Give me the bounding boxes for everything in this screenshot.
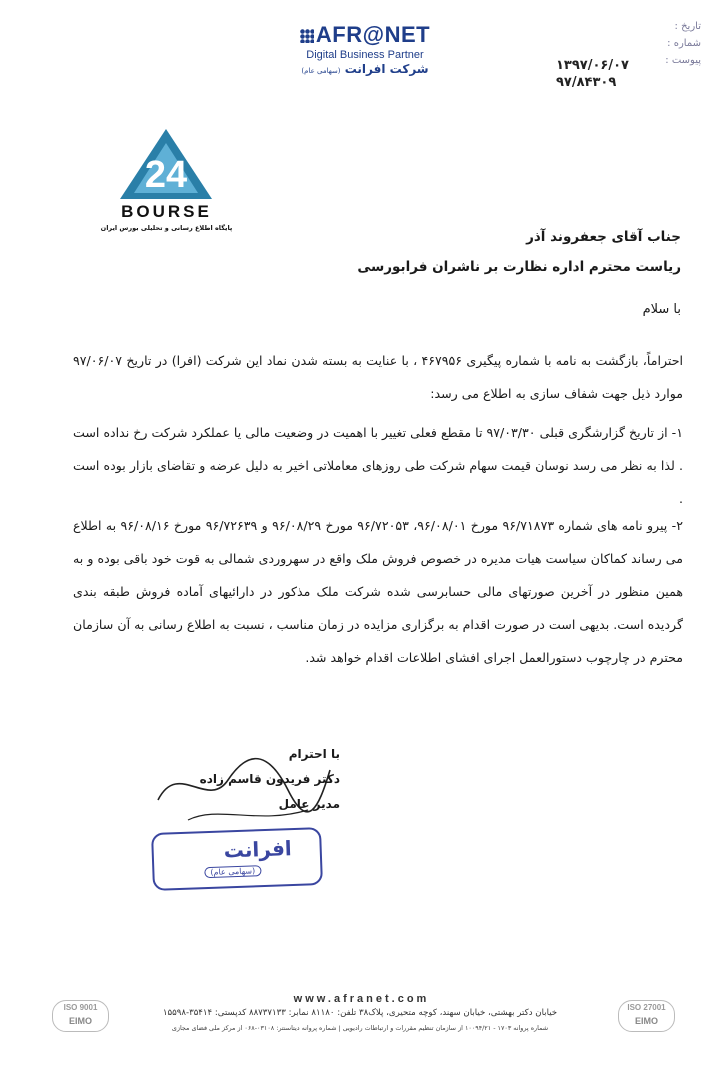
meta-values <box>556 57 629 91</box>
website-link[interactable]: www.afranet.com <box>293 993 430 1005</box>
closing: با احترام <box>288 747 340 761</box>
meta-number: ۹۷/۸۴۳۰۹ <box>556 75 617 90</box>
iso-right-title: ISO 27001 <box>627 1003 666 1012</box>
brand-fa-small: (سهامی عام) <box>301 67 341 75</box>
meta-label-attach: پیوست : <box>665 55 701 66</box>
brand-persian <box>270 62 460 76</box>
meta-label-number: شماره : <box>667 38 701 49</box>
stamp-sub: (سهامی عام) <box>204 865 261 878</box>
greeting: با سلام <box>642 302 681 317</box>
recipient-name: جناب آقای جعفروند آذر <box>526 229 681 245</box>
paragraph-item-1: ۱- از تاریخ گزارشگری قبلی ۹۷/۰۳/۳۰ تا مقطع فعلی تغییر با اهمیت در وضعیت مالی یا عملکرد شرکت رخ نداده است . لذا به نظر می رسد نوسان قیمت سهام شرکت طی روزهای معاملاتی اخیر به دلیل عرضه و تقاضای بازار بوده است . <box>73 425 683 506</box>
footer-address: خیابان دکتر بهشتی، خیابان سهند، کوچه متحیری، پلاک۳۸ تلفن: ۸۱۱۸۰ نمابر: ۸۸۷۳۷۱۳۳ کدپستی: ۳۵۴۱۴-۱۵۵۹۸ <box>162 1008 558 1018</box>
stamp-main: افرانت <box>223 836 293 863</box>
svg-text:24: 24 <box>144 154 188 196</box>
signer-title: مدیر عامل <box>278 797 340 811</box>
brand-fa-name: شرکت افرانت <box>344 62 429 76</box>
bourse-caption: پایگاه اطلاع رسانی و تحلیلی بورس ایران <box>100 224 233 232</box>
signature-block <box>140 742 340 817</box>
brand-tagline: Digital Business Partner <box>306 49 424 61</box>
bourse-word: BOURSE <box>121 202 212 221</box>
meta-date: ۱۳۹۷/۰۶/۰۷ <box>556 58 629 73</box>
dots-icon <box>300 29 314 43</box>
recipient-block <box>181 222 681 282</box>
recipient-title: ریاست محترم اداره نظارت بر ناشران فرابورسی <box>357 259 681 275</box>
afranet-brand <box>270 22 460 76</box>
footer-license: شماره پروانه ۱۷۰۳ - ۱۰۰۹۴/۲۱ از سازمان تنظیم مقررات و ارتباطات رادیویی | شماره پروانه دیتاسنتر: ۰۳۱۰۸-۰۶۸ از مرکز ملی فضای مجازی <box>171 1024 549 1032</box>
meta-label-date: تاریخ : <box>674 21 701 32</box>
paragraph-item-2: ۲- پیرو نامه های شماره ۹۶/۷۱۸۷۳ مورخ ۹۶/۰۸/۰۱، ۹۶/۷۲۰۵۳ مورخ ۹۶/۰۸/۲۹ و ۹۶/۷۲۶۳۹ مورخ ۹۶/۰۸/۱۶ به اطلاع می رساند کماکان سیاست هیات مدیره در خصوص فروش ملک واقع در سهروردی شمالی به قوت خود باقی بوده و به همین منظور در آخرین صورتهای مالی حسابرسی شده شرکت ملک مذکور در دارائیهای آماده فروش طبقه بندی گردیده است. بدیهی است در صورت اقدام به برگزاری مزایده در زمان مناسب ، نسبت به اطلاع رسانی به آن سازمان محترم در چارچوب دستورالعمل اجرای افشای اطلاعات اقدام خواهد شد. <box>73 518 683 665</box>
brand-logo-text: AFR@NET <box>315 22 431 47</box>
company-stamp <box>151 827 323 891</box>
bourse-triangle-icon <box>100 115 233 205</box>
meta-labels <box>665 18 701 69</box>
iso-left-title: ISO 9001 <box>63 1003 98 1012</box>
iso-right-mark: EIMO <box>634 1016 658 1026</box>
paragraph-intro: احتراماً، بازگشت به نامه با شماره پیگیری ۴۶۷۹۵۶ ، با عنایت به بسته شدن نماد این شرکت (افرا) در تاریخ ۹۷/۰۶/۰۷ موارد ذیل جهت شفاف سازی به اطلاع می رسد: <box>73 353 683 401</box>
signer-name: دکتر فریدون قاسم زاده <box>199 772 340 786</box>
iso-left-mark: EIMO <box>68 1016 92 1026</box>
